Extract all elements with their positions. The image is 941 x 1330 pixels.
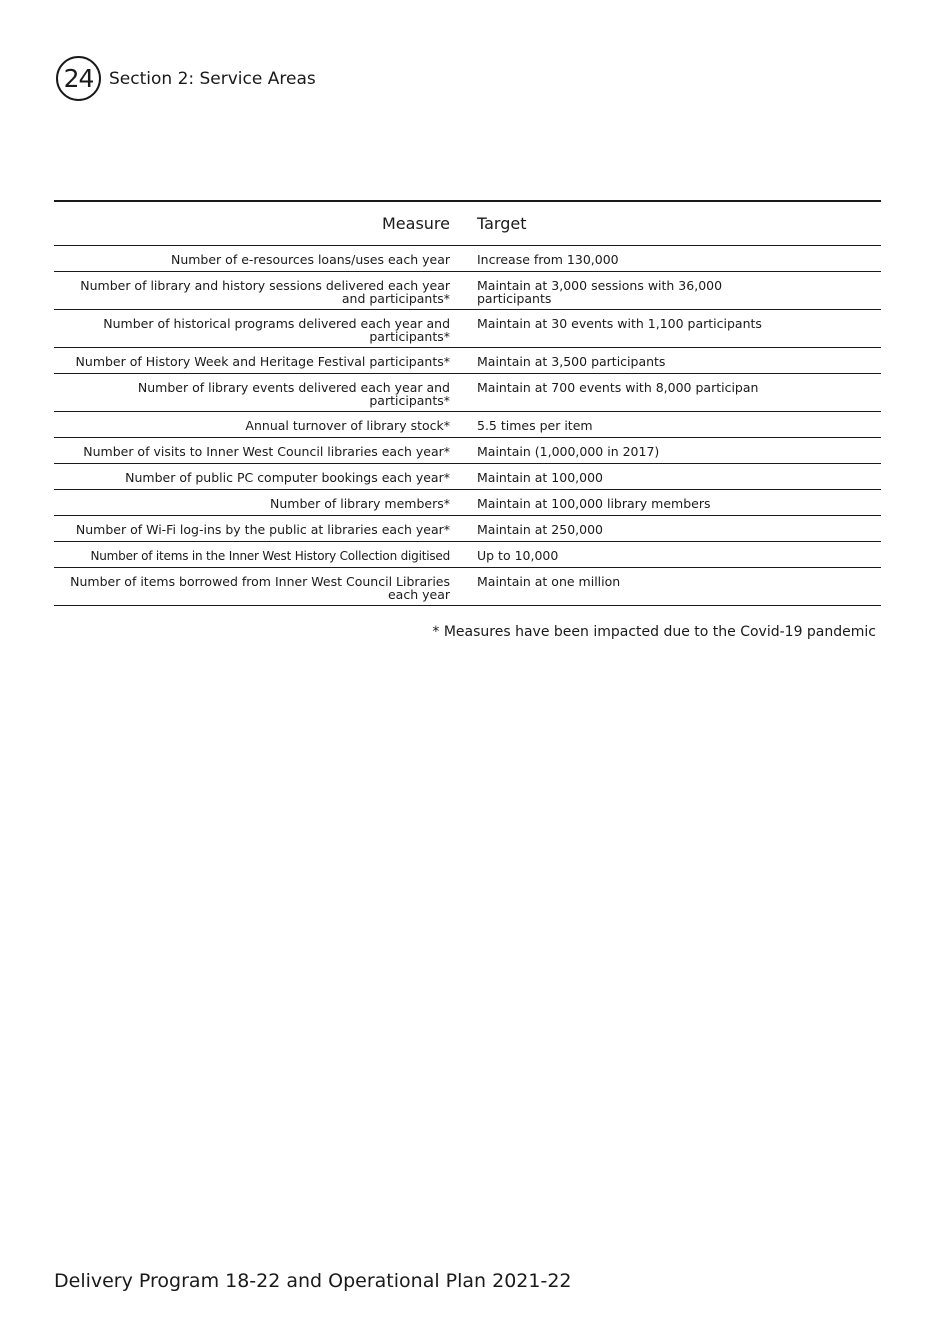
target-cell: 5.5 times per item [477,412,881,438]
table-row [54,464,881,490]
measure-cell: Number of library events delivered each year and participants* [54,374,477,412]
table-row [54,516,881,542]
target-cell: Maintain at one million [477,568,881,606]
table-row [54,374,881,412]
table-row [54,490,881,516]
table-row [54,310,881,348]
target-cell: Maintain (1,000,000 in 2017) [477,438,881,464]
target-cell: Up to 10,000 [477,542,881,568]
measure-cell: Number of library members* [54,490,477,516]
measure-cell: Number of History Week and Heritage Festival participants* [54,348,477,374]
measure-cell: Annual turnover of library stock* [54,412,477,438]
measures-table [54,200,881,606]
column-header-measure: Measure [54,201,477,246]
column-header-target: Target [477,201,881,246]
table-row [54,438,881,464]
measure-cell: Number of visits to Inner West Council libraries each year* [54,438,477,464]
measure-cell: Number of library and history sessions delivered each year and participants* [54,272,477,310]
measure-cell: Number of public PC computer bookings each year* [54,464,477,490]
target-cell: Maintain at 100,000 [477,464,881,490]
measure-cell: Number of items borrowed from Inner West Council Libraries each year [54,568,477,606]
table-header-row [54,201,881,246]
measure-cell: Number of e-resources loans/uses each year [54,246,477,272]
table-row [54,568,881,606]
target-cell: Maintain at 3,500 participants [477,348,881,374]
table-footnote: * Measures have been impacted due to the Covid-19 pandemic [432,624,876,640]
target-cell: Maintain at 100,000 library members [477,490,881,516]
measure-cell: Number of historical programs delivered each year and participants* [54,310,477,348]
table-row [54,542,881,568]
target-cell: Maintain at 700 events with 8,000 participan [477,374,881,412]
target-cell: Maintain at 250,000 [477,516,881,542]
section-title: Section 2: Service Areas [109,68,316,89]
target-cell: Maintain at 3,000 sessions with 36,000 participants [477,272,881,310]
page-header [56,56,316,101]
measure-cell: Number of items in the Inner West History Collection digitised [54,542,477,568]
table-row [54,412,881,438]
measure-cell: Number of Wi-Fi log-ins by the public at libraries each year* [54,516,477,542]
target-cell: Increase from 130,000 [477,246,881,272]
table-row [54,246,881,272]
target-cell: Maintain at 30 events with 1,100 participants [477,310,881,348]
table-row [54,348,881,374]
page-number-badge: 24 [56,56,101,101]
footer-title: Delivery Program 18-22 and Operational Plan 2021-22 [54,1270,572,1292]
table-row [54,272,881,310]
